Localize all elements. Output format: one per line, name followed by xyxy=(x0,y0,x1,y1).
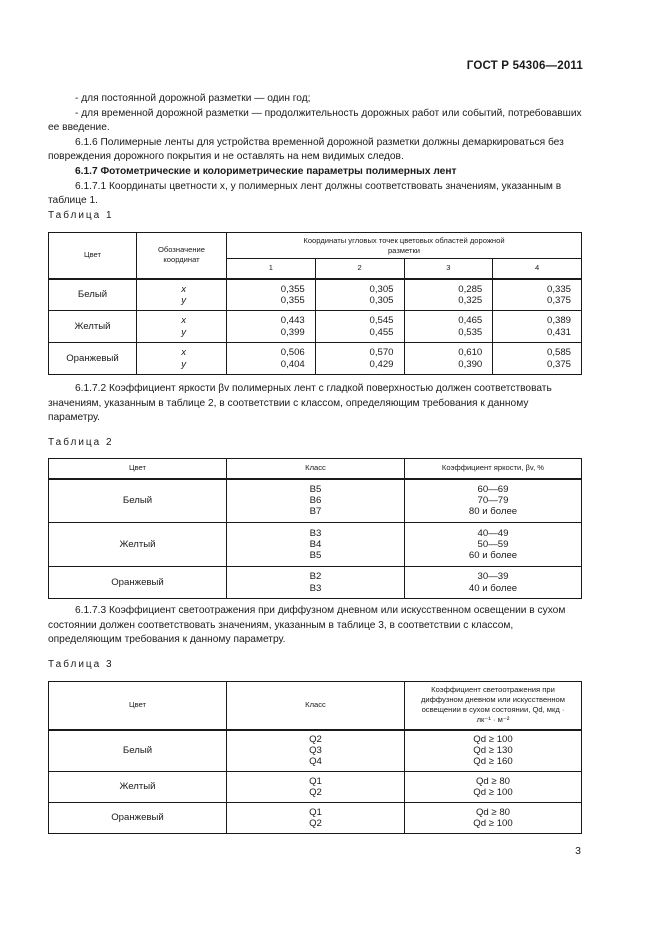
value-cell: 0,305 xyxy=(369,283,394,295)
row-color: Оранжевый xyxy=(49,343,137,375)
class-cell: В3 xyxy=(309,582,322,594)
x-label: x xyxy=(181,315,186,327)
table-caption: Таблица 2 xyxy=(48,437,114,448)
value-cell: 70—79 xyxy=(477,495,509,507)
class-cell: В7 xyxy=(309,506,322,518)
y-label: y xyxy=(181,326,186,338)
class-cell: Q2 xyxy=(309,787,322,798)
table-header-class: Класс xyxy=(227,459,405,479)
value-cell: 80 и более xyxy=(468,506,518,518)
paragraph-6173 xyxy=(48,604,582,648)
class-cell: Q2 xyxy=(309,733,322,745)
class-cell: Q1 xyxy=(309,775,322,787)
class-cell: Q1 xyxy=(309,806,322,818)
value-cell: 0,375 xyxy=(546,358,571,370)
table-header-point: 2 xyxy=(315,259,404,279)
class-cell: Q3 xyxy=(309,745,322,757)
value-cell: Qd ≥ 100 xyxy=(473,818,513,829)
class-cell: В5 xyxy=(309,483,322,495)
paragraph: 6.1.7.2 Коэффициент яркости βv полимерных лент с гладкой поверхностью должен соответствовать значениям, указанным в таблице 2, в соответствии с классом, определяющим требования к данному параметру. xyxy=(48,383,552,424)
class-cell: Q2 xyxy=(309,818,322,829)
value-cell: Qd ≥ 80 xyxy=(475,806,511,818)
x-label: x xyxy=(181,347,186,359)
table-header-color: Цвет xyxy=(49,459,227,479)
value-cell: 0,585 xyxy=(546,347,571,359)
table-header-corners: Координаты угловых точек цветовых областей дорожной разметки xyxy=(227,233,582,259)
value-cell: 60 и более xyxy=(468,550,518,562)
value-cell: 0,455 xyxy=(369,326,394,338)
value-cell: 0,465 xyxy=(458,315,483,327)
x-label: x xyxy=(181,283,186,295)
table-row xyxy=(49,279,582,311)
table-row xyxy=(49,567,582,599)
table-row xyxy=(49,730,582,772)
table-row xyxy=(49,311,582,343)
value-cell: 0,535 xyxy=(458,326,483,338)
value-cell: 0,335 xyxy=(546,283,571,295)
y-label: y xyxy=(181,358,186,370)
class-cell: В5 xyxy=(309,550,322,562)
value-cell: 40 и более xyxy=(468,582,518,594)
paragraph-6172 xyxy=(48,382,582,426)
value-cell: 0,545 xyxy=(369,315,394,327)
table-row xyxy=(49,772,582,803)
table-header-color: Цвет xyxy=(49,682,227,730)
class-cell: В6 xyxy=(309,495,322,507)
value-cell: 0,355 xyxy=(280,283,305,295)
paragraph: 6.1.7.1 Координаты цветности x, y полимерных лент должны соответствовать значениям, указанным в таблице 1. xyxy=(48,180,562,207)
value-cell: 0,443 xyxy=(280,315,305,327)
value-cell: 0,375 xyxy=(546,294,571,306)
value-cell: 0,399 xyxy=(280,326,305,338)
row-color: Желтый xyxy=(49,523,227,567)
class-cell: В4 xyxy=(309,538,322,550)
table-row xyxy=(49,479,582,523)
row-color: Оранжевый xyxy=(49,567,227,599)
value-cell: 0,610 xyxy=(458,347,483,359)
value-cell: Qd ≥ 130 xyxy=(473,745,513,757)
row-color: Белый xyxy=(49,279,137,311)
paragraph: 6.1.6 Полимерные ленты для устройства временной дорожной разметки должны демаркироваться без повреждения дорожного покрытия и не оставлять на нем видимых следов. xyxy=(48,136,564,163)
table-header-coef: Коэффициент яркости, βv, % xyxy=(405,459,582,479)
row-color: Оранжевый xyxy=(49,803,227,834)
table-row xyxy=(49,523,582,567)
value-cell: Qd ≥ 100 xyxy=(473,733,513,745)
table-1 xyxy=(48,232,582,375)
table-header-class: Класс xyxy=(227,682,405,730)
table-header-point: 1 xyxy=(227,259,316,279)
value-cell: 30—39 xyxy=(477,571,509,583)
value-cell: Qd ≥ 80 xyxy=(475,775,511,787)
document-header: ГОСТ Р 54306—2011 xyxy=(466,60,583,72)
table-caption: Таблица 1 xyxy=(48,210,114,221)
table-header-point: 4 xyxy=(493,259,582,279)
class-cell: Q4 xyxy=(309,756,322,768)
value-cell: 0,506 xyxy=(280,347,305,359)
value-cell: 40—49 xyxy=(477,527,509,539)
class-cell: В2 xyxy=(309,571,322,583)
value-cell: Qd ≥ 100 xyxy=(473,787,513,798)
value-cell: 0,570 xyxy=(369,347,394,359)
table-header-color: Цвет xyxy=(49,233,137,279)
value-cell: 0,355 xyxy=(280,294,305,306)
table-row xyxy=(49,343,582,375)
row-color: Желтый xyxy=(49,311,137,343)
y-label: y xyxy=(181,294,186,306)
value-cell: 0,390 xyxy=(458,358,483,370)
table-caption: Таблица 3 xyxy=(48,659,114,670)
paragraph: - для постоянной дорожной разметки — один год; xyxy=(75,93,311,104)
value-cell: 60—69 xyxy=(477,483,509,495)
value-cell: 0,389 xyxy=(546,315,571,327)
value-cell: 0,429 xyxy=(369,358,394,370)
table-3 xyxy=(48,681,582,834)
table-2 xyxy=(48,458,582,599)
value-cell: 50—59 xyxy=(477,538,509,550)
row-color: Белый xyxy=(49,479,227,523)
paragraph: - для временной дорожной разметки — продолжительность дорожных работ или событий, потребовавших ее введение. xyxy=(48,107,582,134)
page-number: 3 xyxy=(575,845,581,857)
table-header-point: 3 xyxy=(404,259,493,279)
row-color: Желтый xyxy=(49,772,227,803)
row-color: Белый xyxy=(49,730,227,772)
table-row xyxy=(49,803,582,834)
value-cell: 0,325 xyxy=(458,294,483,306)
value-cell: 0,285 xyxy=(458,283,483,295)
value-cell: Qd ≥ 160 xyxy=(473,756,513,768)
value-cell: 0,431 xyxy=(546,326,571,338)
table-header-coef: Коэффициент светоотражения при диффузном дневном или искусственном освещении в сухом состоянии, Qd, мкд · лк⁻¹ · м⁻² xyxy=(405,682,582,730)
paragraph: 6.1.7.3 Коэффициент светоотражения при диффузном дневном или искусственном освещении в сухом состоянии должен соответствовать значениям, указанным в таблице 3, в соответствии с классом, определяющим требования к данному параметру. xyxy=(48,605,566,646)
value-cell: 0,404 xyxy=(280,358,305,370)
section-heading: 6.1.7 Фотометрические и колориметрические параметры полимерных лент xyxy=(75,165,457,177)
class-cell: В3 xyxy=(309,527,322,539)
value-cell: 0,305 xyxy=(369,294,394,306)
intro-text xyxy=(48,92,582,209)
table-header-coord: Обозначение координат xyxy=(137,233,227,279)
